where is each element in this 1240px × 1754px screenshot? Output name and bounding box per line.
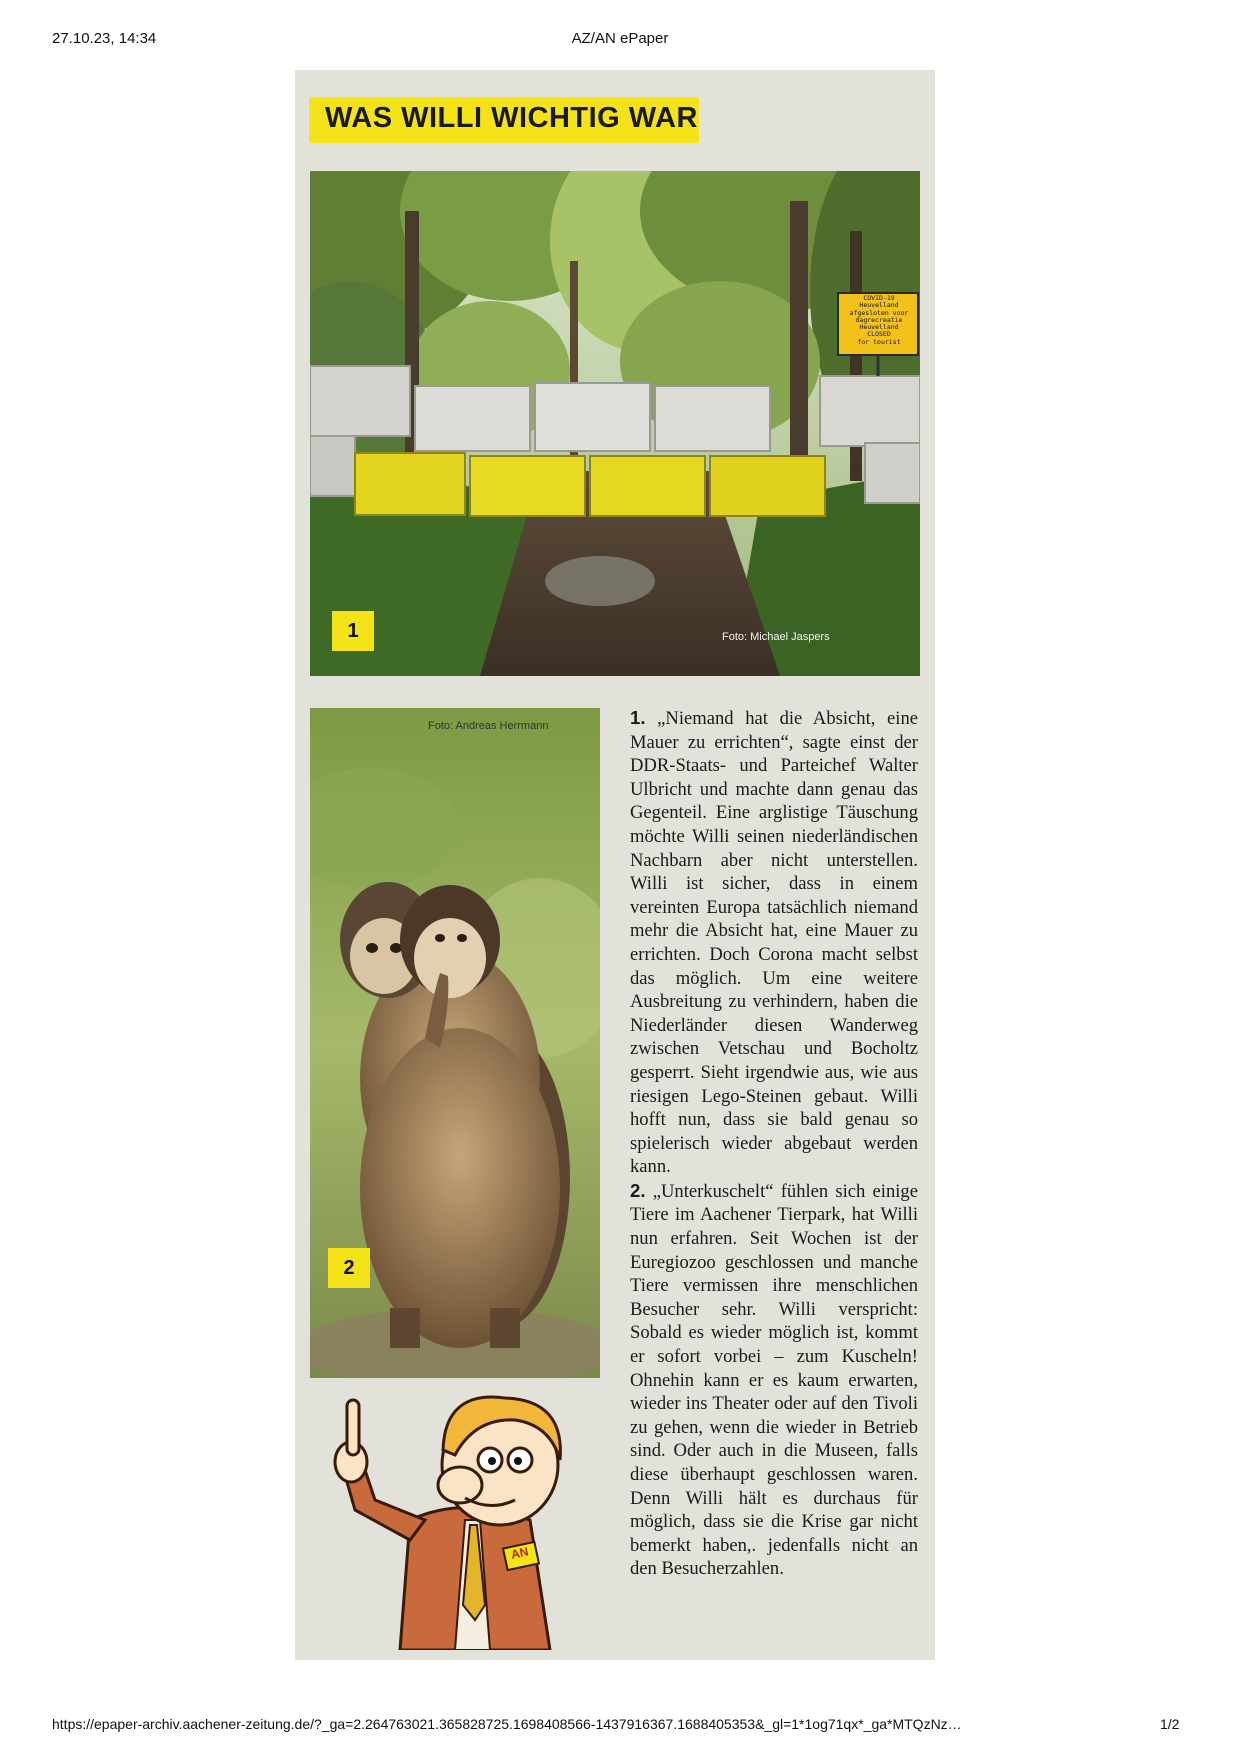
sign-line: COVID-19 — [863, 295, 895, 302]
photo-credit: Foto: Andreas Herrmann — [428, 720, 549, 732]
article-body — [630, 706, 918, 1581]
paragraph-number: 2. — [630, 1179, 646, 1201]
print-url: https://epaper-archiv.aachener-zeitung.de/?_ga=2.264763021.365828725.1698408566-1437916367.1688405353&_gl=1*1og71qx*_ga*MTQzNz… — [52, 1716, 962, 1732]
photo-number-badge: 2 — [328, 1248, 370, 1288]
print-datetime: 27.10.23, 14:34 — [52, 30, 157, 47]
willi-mascot-illustration — [315, 1390, 605, 1650]
willi-mascot — [315, 1390, 605, 1650]
photo-number-badge: 1 — [332, 611, 374, 651]
paragraph-text: „Niemand hat die Absicht, eine Mauer zu errichten“, sagte einst der DDR-Staats- und Parteichef Walter Ulbricht und machte dann genau das Gegenteil. Eine arglistige Täuschung möchte Willi seinen niederländischen Nachbarn aber nicht unterstellen. Willi ist sicher, dass in einem vereinten Europa tatsächlich niemand mehr die Absicht hat, eine Mauer zu errichten. Doch Corona macht selbst das möglich. Um eine weitere Ausbreitung zu verhindern, haben die Niederländer diesen Wanderweg zwischen Vetschau und Bocholtz gesperrt. Sieht irgendwie aus, wie aus riesigen Lego-Steinen gebaut. Willi hofft nun, dass sie bald genau so spielerisch wieder abgebaut werden kann. — [630, 708, 918, 1178]
photo-wall-blocks — [310, 171, 920, 676]
sign-line: Heuvelland — [859, 323, 899, 332]
print-page-number: 1/2 — [1160, 1716, 1180, 1732]
newspaper-clipping — [295, 70, 935, 1660]
sign-line: CLOSED — [867, 330, 891, 339]
headline-banner — [309, 97, 699, 143]
sign-line: Heuvelland — [859, 301, 899, 310]
headline: WAS WILLI WICHTIG WAR — [325, 102, 698, 134]
paragraph-text: „Unterkuschelt“ fühlen sich einige Tiere im Aachener Tierpark, hat Willi nun erfahren. Seit Wochen ist der Euregiozoo geschlossen und manche Tiere vermissen ihre menschlichen Besucher sehr. Willi verspricht: Sobald es wieder möglich ist, kommt er sofort vorbei – zum Kuscheln! Ohnehin kann er es kaum erwarten, wieder ins Theater oder auf den Tivoli zu gehen, wenn die wieder in Betrieb sind. Oder auch in die Museen, falls diese überhaupt geschlossen waren. Denn Willi hält es durchaus für möglich, dass sie die Krise gar nicht bemerkt haben,. jedenfalls nicht an den Besucherzahlen. — [630, 1180, 918, 1580]
sign-line: for tourist — [857, 337, 901, 346]
photo-credit: Foto: Michael Jaspers — [722, 631, 830, 643]
paragraph — [630, 706, 918, 1179]
mascot-badge-label: AN — [509, 1544, 530, 1562]
photo-monkeys — [310, 708, 600, 1378]
paragraph — [630, 1179, 918, 1581]
photo-wall-blocks-image — [310, 171, 920, 676]
sign-line: afgesloten voor — [849, 308, 909, 317]
sign-line: dagrecreatie — [855, 315, 903, 324]
paragraph-number: 1. — [630, 707, 646, 728]
road-sign — [840, 295, 918, 353]
print-title: AZ/AN ePaper — [571, 30, 669, 47]
